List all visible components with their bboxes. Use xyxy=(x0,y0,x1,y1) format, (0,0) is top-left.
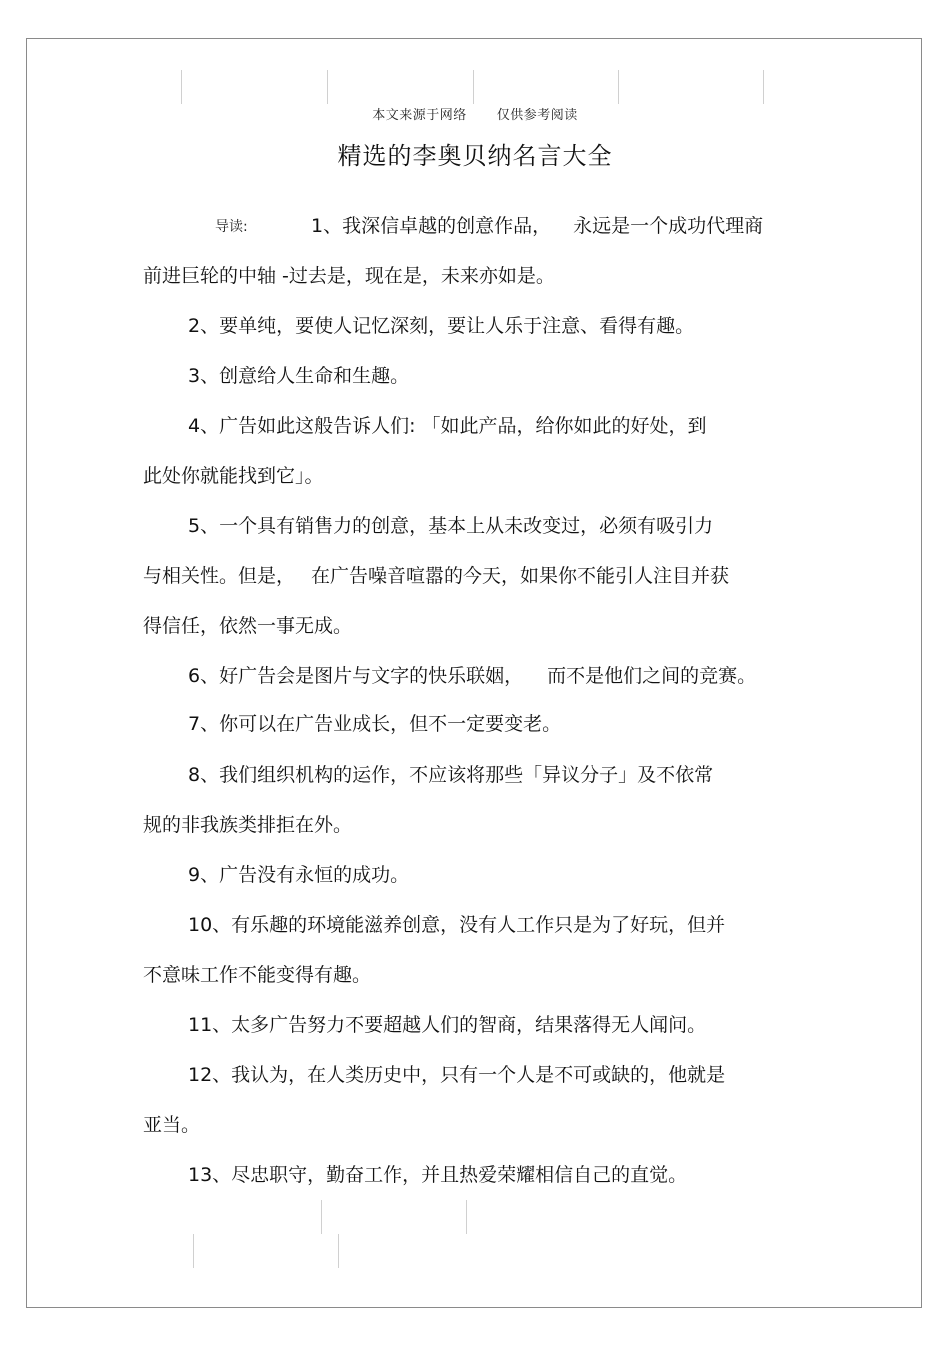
reference-note: 仅供参考阅读 xyxy=(496,108,578,123)
lead-label: 导读: xyxy=(215,219,248,235)
scan-mark xyxy=(466,1200,467,1234)
text-line: 前进巨轮的中轴 -过去是，现在是，未来亦如是。 xyxy=(143,265,555,287)
scan-mark xyxy=(338,1234,339,1268)
text-line: 3、创意给人生命和生趣。 xyxy=(188,365,410,387)
scan-mark xyxy=(181,70,182,104)
header-note xyxy=(0,104,950,123)
text-line: 2、要单纯，要使人记忆深刻，要让人乐于注意、看得有趣。 xyxy=(188,315,695,337)
text-line: 5、一个具有销售力的创意，基本上从未改变过，必须有吸引力 xyxy=(188,515,714,537)
text-line: 12、我认为，在人类历史中，只有一个人是不可或缺的，他就是 xyxy=(188,1064,726,1086)
text-line: 4、广告如此这般告诉人们: 「如此产品，给你如此的好处，到 xyxy=(188,415,707,437)
scan-mark xyxy=(193,1234,194,1268)
text-line: 不意味工作不能变得有趣。 xyxy=(143,964,372,986)
text-line: 7、你可以在广告业成长，但不一定要变老。 xyxy=(188,713,562,735)
text-line: 9、广告没有永恒的成功。 xyxy=(188,864,410,886)
text-line: 亚当。 xyxy=(143,1114,201,1136)
scan-mark xyxy=(321,1200,322,1234)
scan-mark xyxy=(473,70,474,104)
scan-mark xyxy=(327,70,328,104)
text-line: 11、太多广告努力不要超越人们的智商，结果落得无人闻问。 xyxy=(188,1014,707,1036)
text-line: 1、我深信卓越的创意作品， 永远是一个成功代理商 xyxy=(311,215,764,237)
text-line: 6、好广告会是图片与文字的快乐联姻， 而不是他们之间的竞赛。 xyxy=(188,665,757,687)
text-line: 8、我们组织机构的运作，不应该将那些「异议分子」及不依常 xyxy=(188,764,714,786)
text-line: 此处你就能找到它」。 xyxy=(143,465,324,487)
scan-mark xyxy=(618,70,619,104)
text-line: 规的非我族类排拒在外。 xyxy=(143,814,353,836)
source-note: 本文来源于网络 xyxy=(372,108,467,123)
scan-mark xyxy=(763,70,764,104)
text-line: 13、尽忠职守，勤奋工作，并且热爱荣耀相信自己的直觉。 xyxy=(188,1164,688,1186)
text-line: 得信任，依然一事无成。 xyxy=(143,615,353,637)
text-line: 与相关性。但是， 在广告噪音喧嚣的今天，如果你不能引人注目并获 xyxy=(143,565,730,587)
page-title: 精选的李奥贝纳名言大全 xyxy=(337,142,613,170)
text-line: 10、有乐趣的环境能滋养创意，没有人工作只是为了好玩，但并 xyxy=(188,914,726,936)
